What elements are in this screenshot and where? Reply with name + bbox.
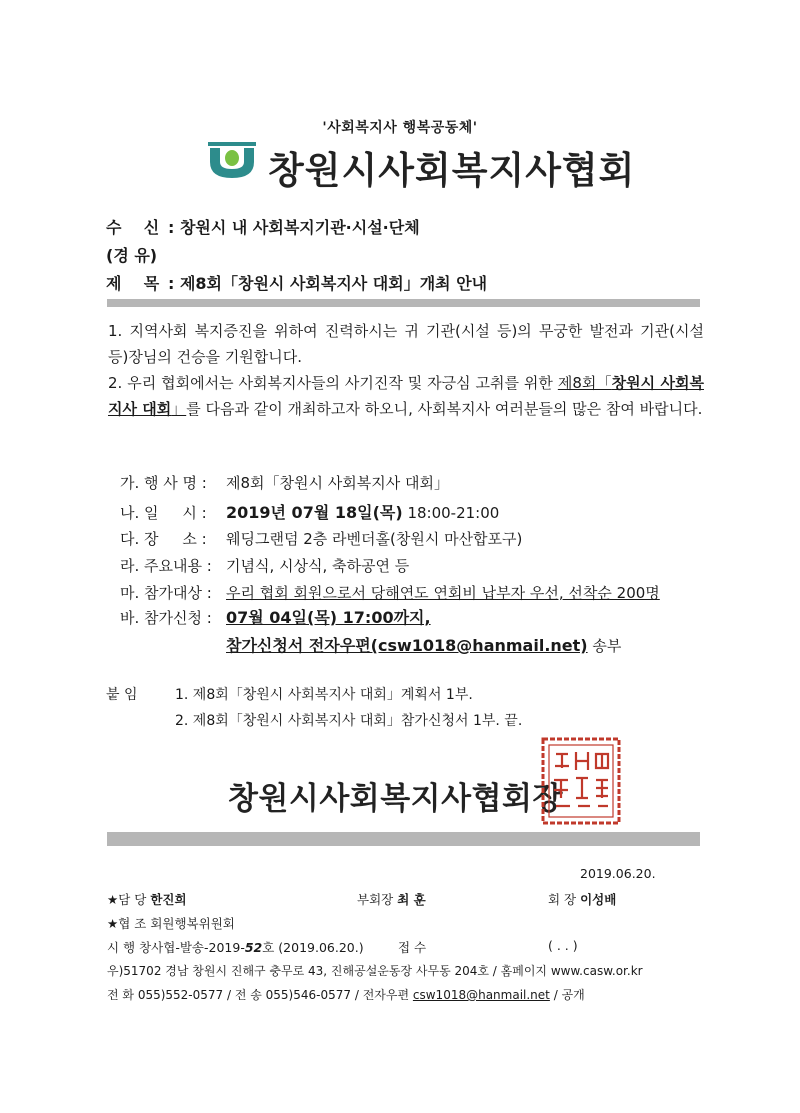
paragraph-1: 1. 지역사회 복지증진을 위하여 진력하시는 귀 기관(시설 등)의 무궁한 발전과 기관(시설 등)장님의 건승을 기원합니다. — [108, 322, 704, 366]
detail-target: 마. 참가대상 : 우리 협회 회원으로서 당해연도 연회비 납부자 우선, 선착순 200명 — [120, 584, 660, 602]
detail-date: 나. 일 시 : 2019년 07월 18일(목) 18:00-21:00 — [120, 503, 500, 522]
receipt-label: 접 수 — [398, 940, 427, 955]
address-line: 우)51702 경남 창원시 진해구 충무로 43, 진해공설운동장 사무동 204호 / 홈페이지 www.casw.or.kr — [107, 964, 643, 978]
recipient-line: 수 신 : 창원시 내 사회복지기관·시설·단체 — [106, 215, 420, 238]
attachment-1: 1. 제8회「창원시 사회복지사 대회」계획서 1부. — [175, 687, 473, 703]
detail-event: 가. 행 사 명 : 제8회「창원시 사회복지사 대회」 — [120, 474, 449, 492]
subject-line: 제 목 : 제8회「창원시 사회복지사 대회」개최 안내 — [106, 271, 487, 294]
issue-date: 2019.06.20. — [580, 866, 656, 881]
event-name-highlight: 제8회「창원시 사회복지사 대회」 — [108, 374, 704, 418]
association-logo-icon — [206, 142, 258, 182]
detail-content: 라. 주요내용 : 기념식, 시상식, 축하공연 등 — [120, 557, 410, 575]
official-seal-icon — [540, 736, 622, 826]
signature-divider — [107, 832, 700, 846]
attachments-label: 붙 임 — [106, 687, 138, 703]
attachment-2: 2. 제8회「창원시 사회복지사 대회」참가신청서 1부. 끝. — [175, 713, 523, 729]
paragraph-2: 2. 우리 협회에서는 사회복지사들의 사기진작 및 자긍심 고취를 위한 제8회「창원시 사회복지사 대회」를 다음과 같이 개최하고자 하오니, 사회복지사 여러분들의 많은 참여 바랍니다. — [108, 374, 704, 418]
detail-apply-method: 참가신청서 전자우편(csw1018@hanmail.net) 송부 — [226, 636, 622, 655]
manager-line: ★담 당 한진희 — [107, 892, 187, 907]
document-number-line: 시 행 창사협-발송-2019-52호 (2019.06.20.) — [107, 940, 364, 955]
email-link[interactable]: csw1018@hanmail.net — [412, 988, 550, 1002]
receipt-value: ( . . ) — [548, 938, 578, 953]
detail-place: 다. 장 소 : 웨딩그랜덤 2층 라벤더홀(창원시 마산합포구) — [120, 530, 523, 548]
recipient-value: 창원시 내 사회복지기관·시설·단체 — [179, 218, 420, 237]
header-divider — [107, 299, 700, 307]
president-line: 회 장 이성배 — [548, 892, 617, 907]
subject-value: 제8회「창원시 사회복지사 대회」개최 안내 — [179, 274, 488, 293]
recipient-label: 수 신 — [106, 218, 160, 237]
contact-line: 전 화 055)552-0577 / 전 송 055)546-0577 / 전자우편 csw1018@hanmail.net / 공개 — [107, 988, 585, 1002]
subject-label: 제 목 — [106, 274, 160, 293]
vice-president-line: 부회장 최 훈 — [357, 892, 426, 907]
signature-title: 창원시사회복지사협회장 — [228, 781, 563, 817]
detail-apply: 바. 참가신청 : 07월 04일(목) 17:00까지, — [120, 608, 431, 627]
cooperation-line: ★협 조 회원행복위원회 — [107, 916, 235, 931]
via-line: (경 유) — [106, 246, 158, 265]
slogan: '사회복지사 행복공동체' — [322, 120, 478, 136]
organization-title: 창원시사회복지사협회 — [268, 149, 636, 192]
